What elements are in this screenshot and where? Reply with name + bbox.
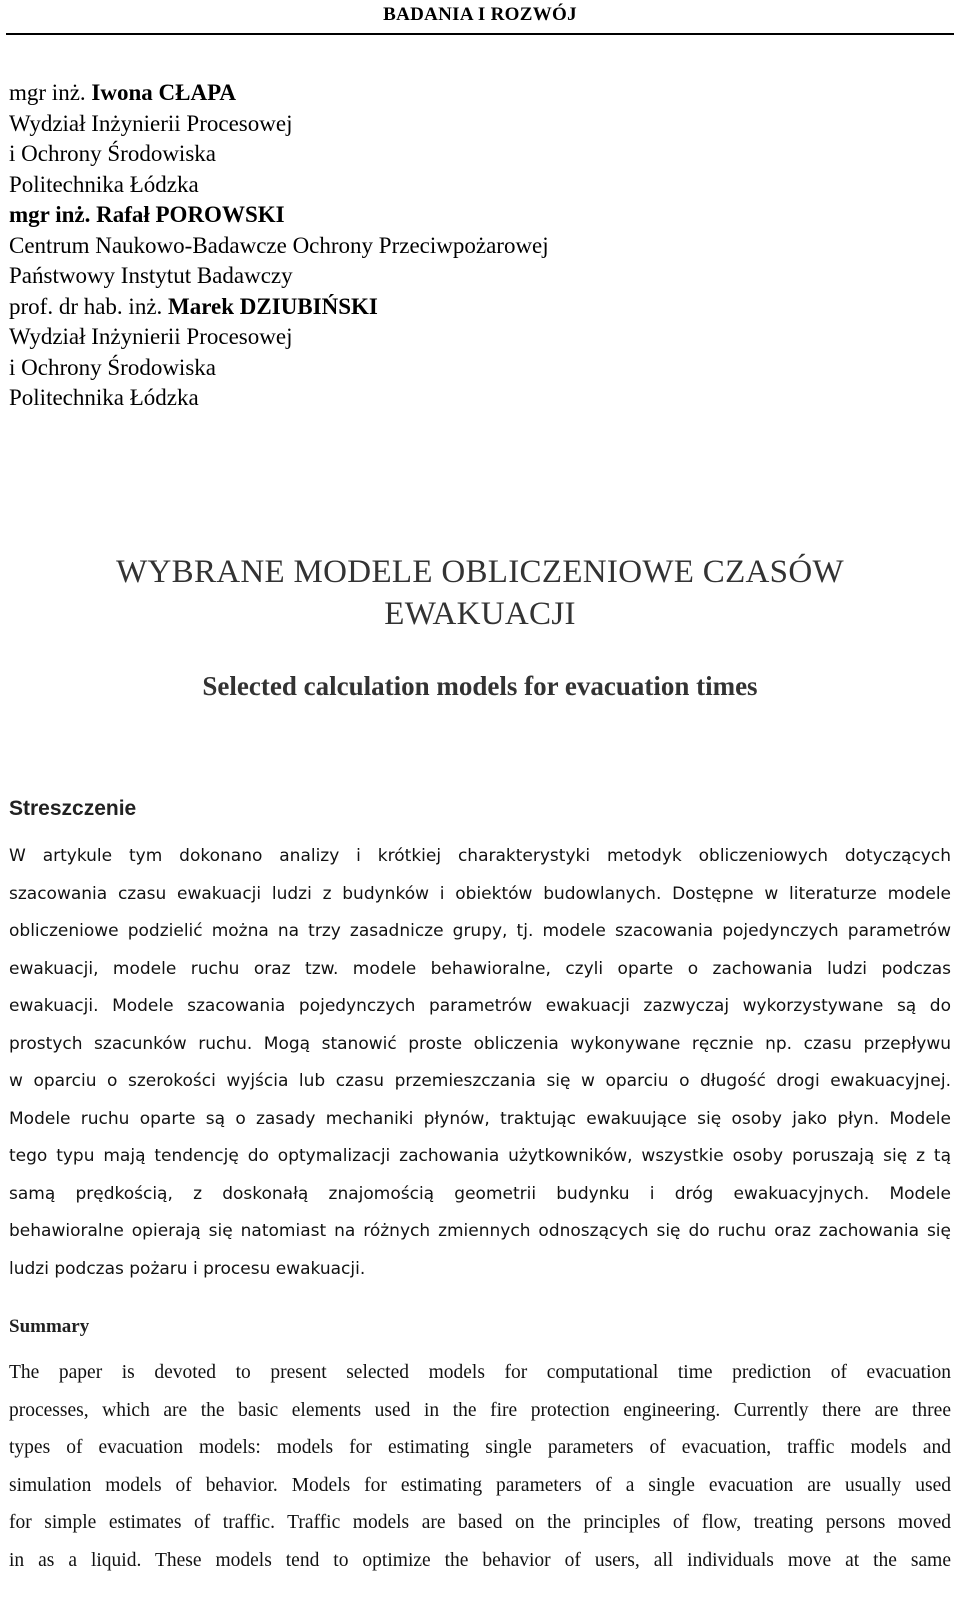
abstract-pl-line: behawioralne opierają się natomiast na różnych zmiennych odnoszących się do ruchu oraz zachowania się: [9, 1221, 951, 1241]
section-title: BADANIA I ROZWÓJ: [383, 4, 577, 25]
abstract-en-line: processes, which are the basic elements used in the fire protection engineering. Currently there are three: [9, 1399, 951, 1421]
abstract-pl-body: [9, 838, 951, 1288]
author-block: [9, 78, 909, 414]
abstract-pl-line: ewakuacji. Modele szacowania pojedynczych parametrów ewakuacji zazwyczaj wykorzystywane są do: [9, 996, 951, 1016]
author-1-name-line: [9, 78, 909, 109]
abstract-pl-heading: Streszczenie: [9, 797, 137, 820]
abstract-pl-line: w oparciu o szerokości wyjścia lub czasu przemieszczania się w oparciu o długość drogi ewakuacyjnej.: [9, 1071, 951, 1091]
paper-title-line-1: WYBRANE MODELE OBLICZENIOWE CZASÓW: [116, 554, 844, 590]
author-1-name: Iwona CŁAPA: [91, 80, 237, 105]
abstract-en-line: types of evacuation models: models for estimating single parameters of evacuation, traffic models and: [9, 1437, 951, 1458]
abstract-pl-line: samą prędkością, z doskonałą znajomością geometrii budynku i dróg ewakuacyjnych. Modele: [9, 1183, 951, 1204]
paper-title-line-2: EWAKUACJI: [384, 596, 576, 632]
author-2-name-line: [9, 200, 909, 231]
author-3-name: Marek DZIUBIŃSKI: [168, 293, 378, 319]
abstract-pl-line: prostych szacunków ruchu. Mogą stanowić proste obliczenia wykonywane ręcznie np. czasu przepływu: [9, 1033, 951, 1054]
author-1-affiliation-1: Wydział Inżynierii Procesowej: [9, 110, 293, 136]
abstract-en-line: The paper is devoted to present selected models for computational time prediction of evacuation: [9, 1362, 951, 1383]
abstract-pl-line: ludzi podczas pożaru i procesu ewakuacji.: [9, 1258, 366, 1279]
author-3-name-line: [9, 292, 909, 323]
header-rule: [6, 33, 954, 35]
author-2-affiliation-1: Centrum Naukowo-Badawcze Ochrony Przeciwpożarowej: [9, 232, 549, 258]
abstract-pl-line: Modele ruchu oparte są o zasady mechaniki płynów, traktując ewakuujące się osoby jako płyn. Modele: [9, 1108, 951, 1129]
author-1-affiliation-3: Politechnika Łódzka: [9, 171, 199, 197]
paper-title: [0, 551, 960, 635]
paper-subtitle: Selected calculation models for evacuation times: [202, 671, 758, 701]
author-1-affiliation-2: i Ochrony Środowiska: [9, 141, 216, 166]
author-2-affiliation-2: Państwowy Instytut Badawczy: [9, 263, 293, 288]
abstract-pl-line: W artykule tym dokonano analizy i krótkiej charakterystyki metodyk obliczeniowych dotyczących: [9, 846, 951, 866]
author-3-affiliation-1: Wydział Inżynierii Procesowej: [9, 324, 293, 349]
abstract-pl-line: szacowania czasu ewakuacji ludzi z budynków i obiektów budowlanych. Dostępne w literaturze modele: [9, 883, 951, 904]
abstract-en-line: for simple estimates of traffic. Traffic models are based on the principles of flow, treating persons moved: [9, 1512, 951, 1533]
abstract-pl-line: tego typu mają tendencję do optymalizacji zachowania użytkowników, wszystkie osoby poruszają się z tą: [9, 1146, 951, 1166]
abstract-en-line: in as a liquid. These models tend to optimize the behavior of users, all individuals move at the same: [9, 1549, 951, 1571]
abstract-pl-line: ewakuacji, modele ruchu oraz tzw. modele behawioralne, czyli oparte o zachowania ludzi podczas: [9, 958, 951, 979]
author-3-affiliation-2: i Ochrony Środowiska: [9, 354, 216, 380]
author-2-name: Rafał POROWSKI: [96, 202, 285, 227]
abstract-en-heading: Summary: [9, 1316, 90, 1337]
author-3-prefix: prof. dr hab. inż.: [9, 293, 169, 319]
abstract-pl-line: obliczeniowe podzielić można na trzy zasadnicze grupy, tj. modele szacowania pojedynczych parametrów: [9, 921, 951, 941]
author-2-prefix: mgr inż.: [9, 202, 97, 227]
abstract-en-body: [9, 1354, 951, 1579]
abstract-en-line: simulation models of behavior. Models for estimating parameters of a single evacuation are usually used: [9, 1474, 951, 1496]
author-1-prefix: mgr inż.: [9, 80, 92, 105]
author-3-affiliation-3: Politechnika Łódzka: [9, 385, 199, 410]
